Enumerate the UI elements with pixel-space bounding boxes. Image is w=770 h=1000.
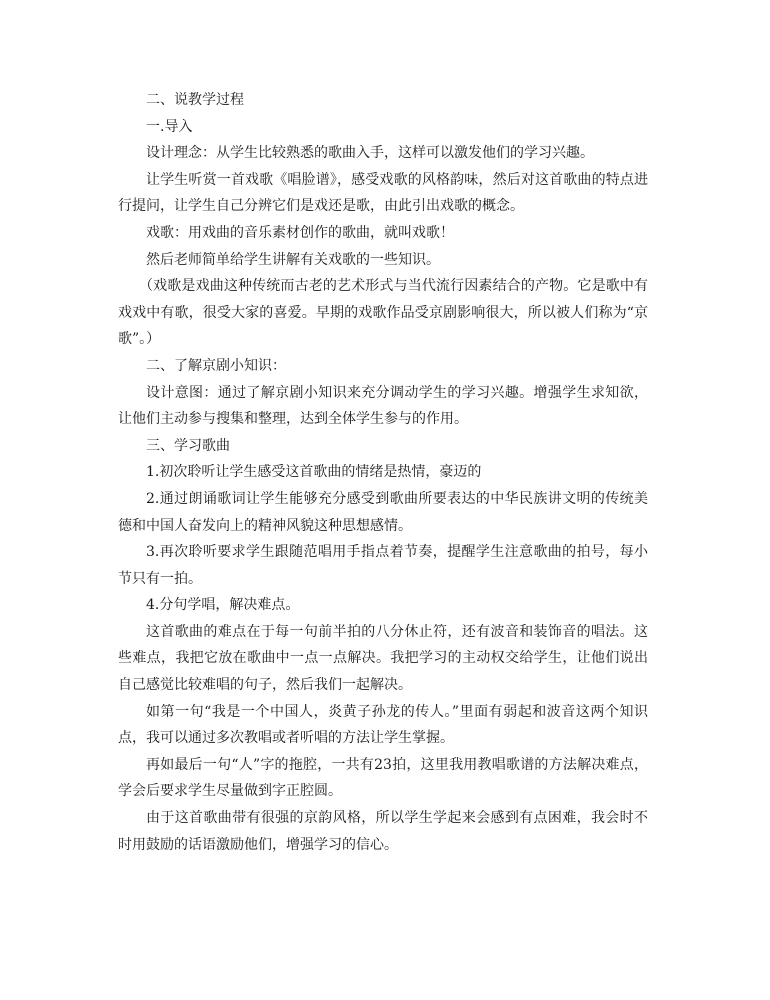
section-heading: 二、说教学过程: [146, 92, 244, 108]
list-item: 2.通过朗诵歌词让学生能够充分感受到歌曲所要表达的中华民族讲文明的传统美德和中国人奋发向上的精神风貌这种思想感情。: [118, 490, 648, 534]
paragraph: 设计理念：从学生比较熟悉的歌曲入手，这样可以激发他们的学习兴趣。: [146, 145, 594, 162]
paragraph: 然后老师简单给学生讲解有关戏歌的一些知识。: [146, 251, 440, 268]
list-item: 3.再次聆听要求学生跟随范唱用手指点着节奏，提醒学生注意歌曲的拍号，每小节只有一拍。: [118, 544, 648, 587]
paragraph: 这首歌曲的难点在于每一句前半拍的八分休止符，还有波音和装饰音的唱法。这些难点，我把它放在歌曲中一点一点解决。我把学习的主动权交给学生，让他们说出自己感觉比较难唱的句子，然后我们一起解决。: [118, 623, 648, 694]
paragraph: 如第一句“我是一个中国人，炎黄子孙龙的传人。”里面有弱起和波音这两个知识点，我可以通过多次教唱或者听唱的方法让学生掌握。: [118, 703, 648, 747]
paragraph: （戏歌是戏曲这种传统而古老的艺术形式与当代流行因素结合的产物。它是歌中有戏戏中有歌，很受大家的喜爱。早期的戏歌作品受京剧影响很大，所以被人们称为“京歌”。）: [118, 278, 648, 348]
document-body: [118, 87, 648, 858]
subsection-heading: 三、学习歌曲: [146, 437, 230, 454]
list-item: 1.初次聆听让学生感受这首歌曲的情绪是热情，豪迈的: [146, 464, 482, 481]
paragraph: 再如最后一句“人”字的拖腔，一共有23拍，这里我用教唱歌谱的方法解决难点，学会后要求学生尽量做到字正腔圆。: [118, 756, 648, 800]
paragraph: 设计意图：通过了解京剧小知识来充分调动学生的学习兴趣。增强学生求知欲，让他们主动参与搜集和整理，达到全体学生参与的作用。: [118, 384, 648, 428]
paragraph: 戏歌：用戏曲的音乐素材创作的歌曲，就叫戏歌！: [146, 224, 454, 241]
paragraph: 让学生听赏一首戏歌《唱脸谱》，感受戏歌的风格韵味，然后对这首歌曲的特点进行提问，让学生自己分辨它们是戏还是歌，由此引出戏歌的概念。: [118, 171, 648, 215]
subsection-heading: 一.导入: [146, 118, 193, 135]
paragraph: 由于这首歌曲带有很强的京韵风格，所以学生学起来会感到有点困难，我会时不时用鼓励的话语激励他们，增强学习的信心。: [118, 810, 648, 853]
list-item: 4.分句学唱，解决难点。: [146, 597, 300, 614]
subsection-heading: 二、了解京剧小知识：: [146, 357, 286, 374]
